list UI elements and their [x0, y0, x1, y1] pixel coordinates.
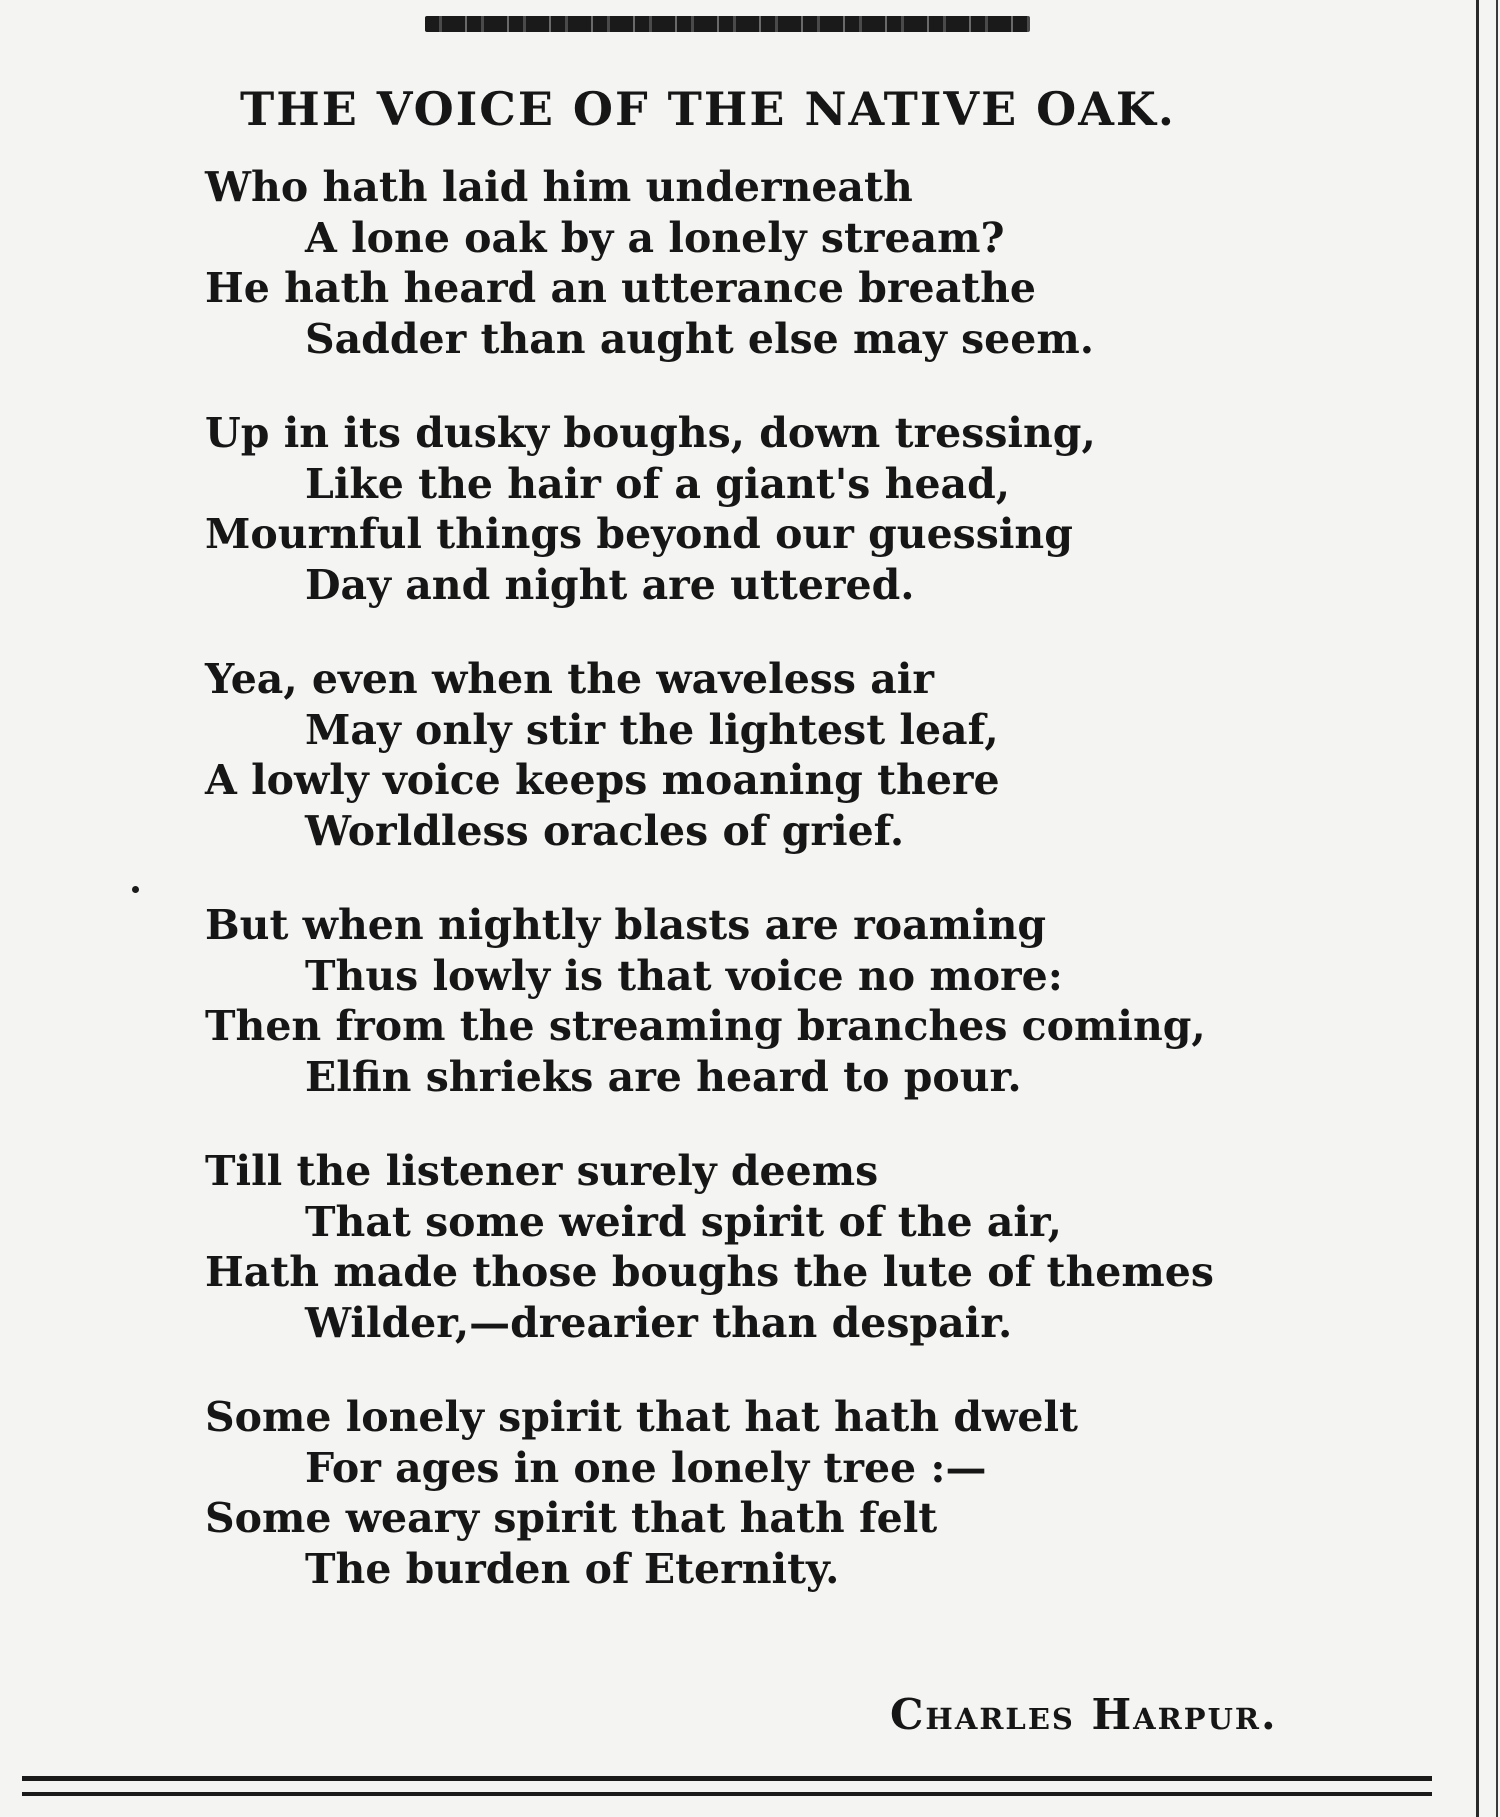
poem-line: Thus lowly is that voice no more: [305, 951, 1063, 1000]
poem-line: Some lonely spirit that hat hath dwelt [205, 1393, 1078, 1441]
bottom-rule-double [22, 1792, 1432, 1796]
poem-line: Day and night are uttered. [305, 560, 915, 609]
author-signature: Charles Harpur. [890, 1690, 1278, 1739]
poem-line: That some weird spirit of the air, [305, 1197, 1062, 1246]
poem-line: Up in its dusky boughs, down tressing, [205, 409, 1096, 457]
stanza-4 [205, 900, 1305, 1102]
column-rule-outer [1496, 0, 1498, 1817]
poem-line: Wilder,—drearier than despair. [305, 1298, 1013, 1347]
poem-line: Yea, even when the waveless air [205, 655, 934, 703]
poem-line: A lowly voice keeps moaning there [205, 756, 1000, 804]
poem-line: The burden of Eternity. [305, 1544, 840, 1593]
poem-body [205, 162, 1305, 1638]
poem-line: He hath heard an utterance breathe [205, 264, 1036, 312]
ink-speck [132, 886, 139, 893]
stanza-5 [205, 1146, 1305, 1348]
poem-line: Like the hair of a giant's head, [305, 459, 1011, 508]
poem-line: May only stir the lightest leaf, [305, 705, 999, 754]
poem-line: Some weary spirit that hath felt [205, 1494, 938, 1542]
poem-line: But when nightly blasts are roaming [205, 901, 1047, 949]
poem-line: Worldless oracles of grief. [305, 806, 905, 855]
poem-title: THE VOICE OF THE NATIVE OAK. [240, 82, 1176, 136]
poem-line: Who hath laid him underneath [205, 163, 913, 211]
poem-line: Till the listener surely deems [205, 1147, 879, 1195]
poem-line: Then from the streaming branches coming, [205, 1002, 1206, 1050]
poem-line: Sadder than aught else may seem. [305, 314, 1094, 363]
poem-line: Hath made those boughs the lute of themes [205, 1248, 1214, 1296]
stanza-1 [205, 162, 1305, 364]
stanza-3 [205, 654, 1305, 856]
poem-line: Elfin shrieks are heard to pour. [305, 1052, 1022, 1101]
top-ornament-rule [425, 16, 1030, 32]
bottom-rule [22, 1776, 1432, 1781]
poem-line: A lone oak by a lonely stream? [305, 213, 1005, 262]
poem-line: Mournful things beyond our guessing [205, 510, 1073, 558]
poem-line: For ages in one lonely tree :— [305, 1443, 987, 1492]
stanza-6 [205, 1392, 1305, 1594]
stanza-2 [205, 408, 1305, 610]
column-rule [1476, 0, 1479, 1817]
